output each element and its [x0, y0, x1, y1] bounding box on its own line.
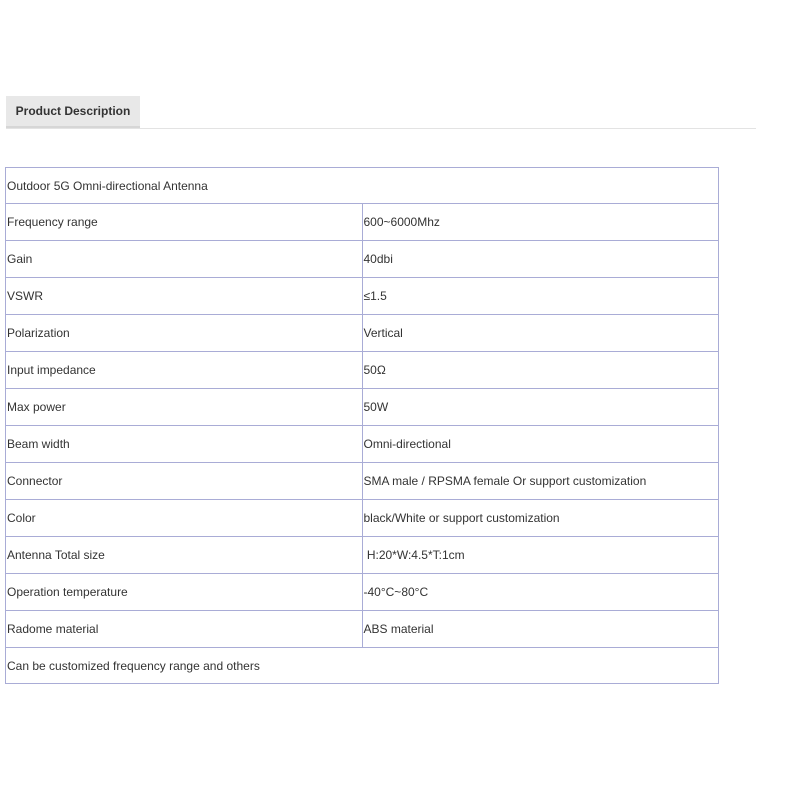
table-row	[6, 574, 719, 611]
table-note: Can be customized frequency range and others	[6, 648, 719, 684]
table-title-row	[6, 168, 719, 204]
spec-value: 50W	[362, 389, 719, 426]
tab-bar	[6, 96, 756, 129]
spec-value: 50Ω	[362, 352, 719, 389]
table-row	[6, 315, 719, 352]
spec-label: Color	[6, 500, 363, 537]
table-row	[6, 537, 719, 574]
spec-value: H:20*W:4.5*T:1cm	[362, 537, 719, 574]
spec-value: ≤1.5	[362, 278, 719, 315]
spec-label: Max power	[6, 389, 363, 426]
table-row	[6, 241, 719, 278]
spec-value: ABS material	[362, 611, 719, 648]
spec-value: 40dbi	[362, 241, 719, 278]
table-note-row	[6, 648, 719, 684]
spec-value: SMA male / RPSMA female Or support customization	[362, 463, 719, 500]
spec-value: Vertical	[362, 315, 719, 352]
spec-table	[5, 167, 719, 684]
table-row	[6, 611, 719, 648]
table-title: Outdoor 5G Omni-directional Antenna	[6, 168, 719, 204]
spec-label: Connector	[6, 463, 363, 500]
spec-value: Omni-directional	[362, 426, 719, 463]
table-row	[6, 204, 719, 241]
spec-label: VSWR	[6, 278, 363, 315]
spec-label: Gain	[6, 241, 363, 278]
tab-product-description[interactable]: Product Description	[6, 96, 140, 128]
spec-label: Frequency range	[6, 204, 363, 241]
spec-label: Input impedance	[6, 352, 363, 389]
spec-value: black/White or support customization	[362, 500, 719, 537]
spec-value: 600~6000Mhz	[362, 204, 719, 241]
spec-label: Operation temperature	[6, 574, 363, 611]
table-row	[6, 389, 719, 426]
table-row	[6, 426, 719, 463]
table-row	[6, 500, 719, 537]
spec-label: Polarization	[6, 315, 363, 352]
table-row	[6, 278, 719, 315]
spec-label: Radome material	[6, 611, 363, 648]
table-row	[6, 352, 719, 389]
spec-label: Beam width	[6, 426, 363, 463]
spec-value: -40°C~80°C	[362, 574, 719, 611]
spec-label: Antenna Total size	[6, 537, 363, 574]
table-row	[6, 463, 719, 500]
